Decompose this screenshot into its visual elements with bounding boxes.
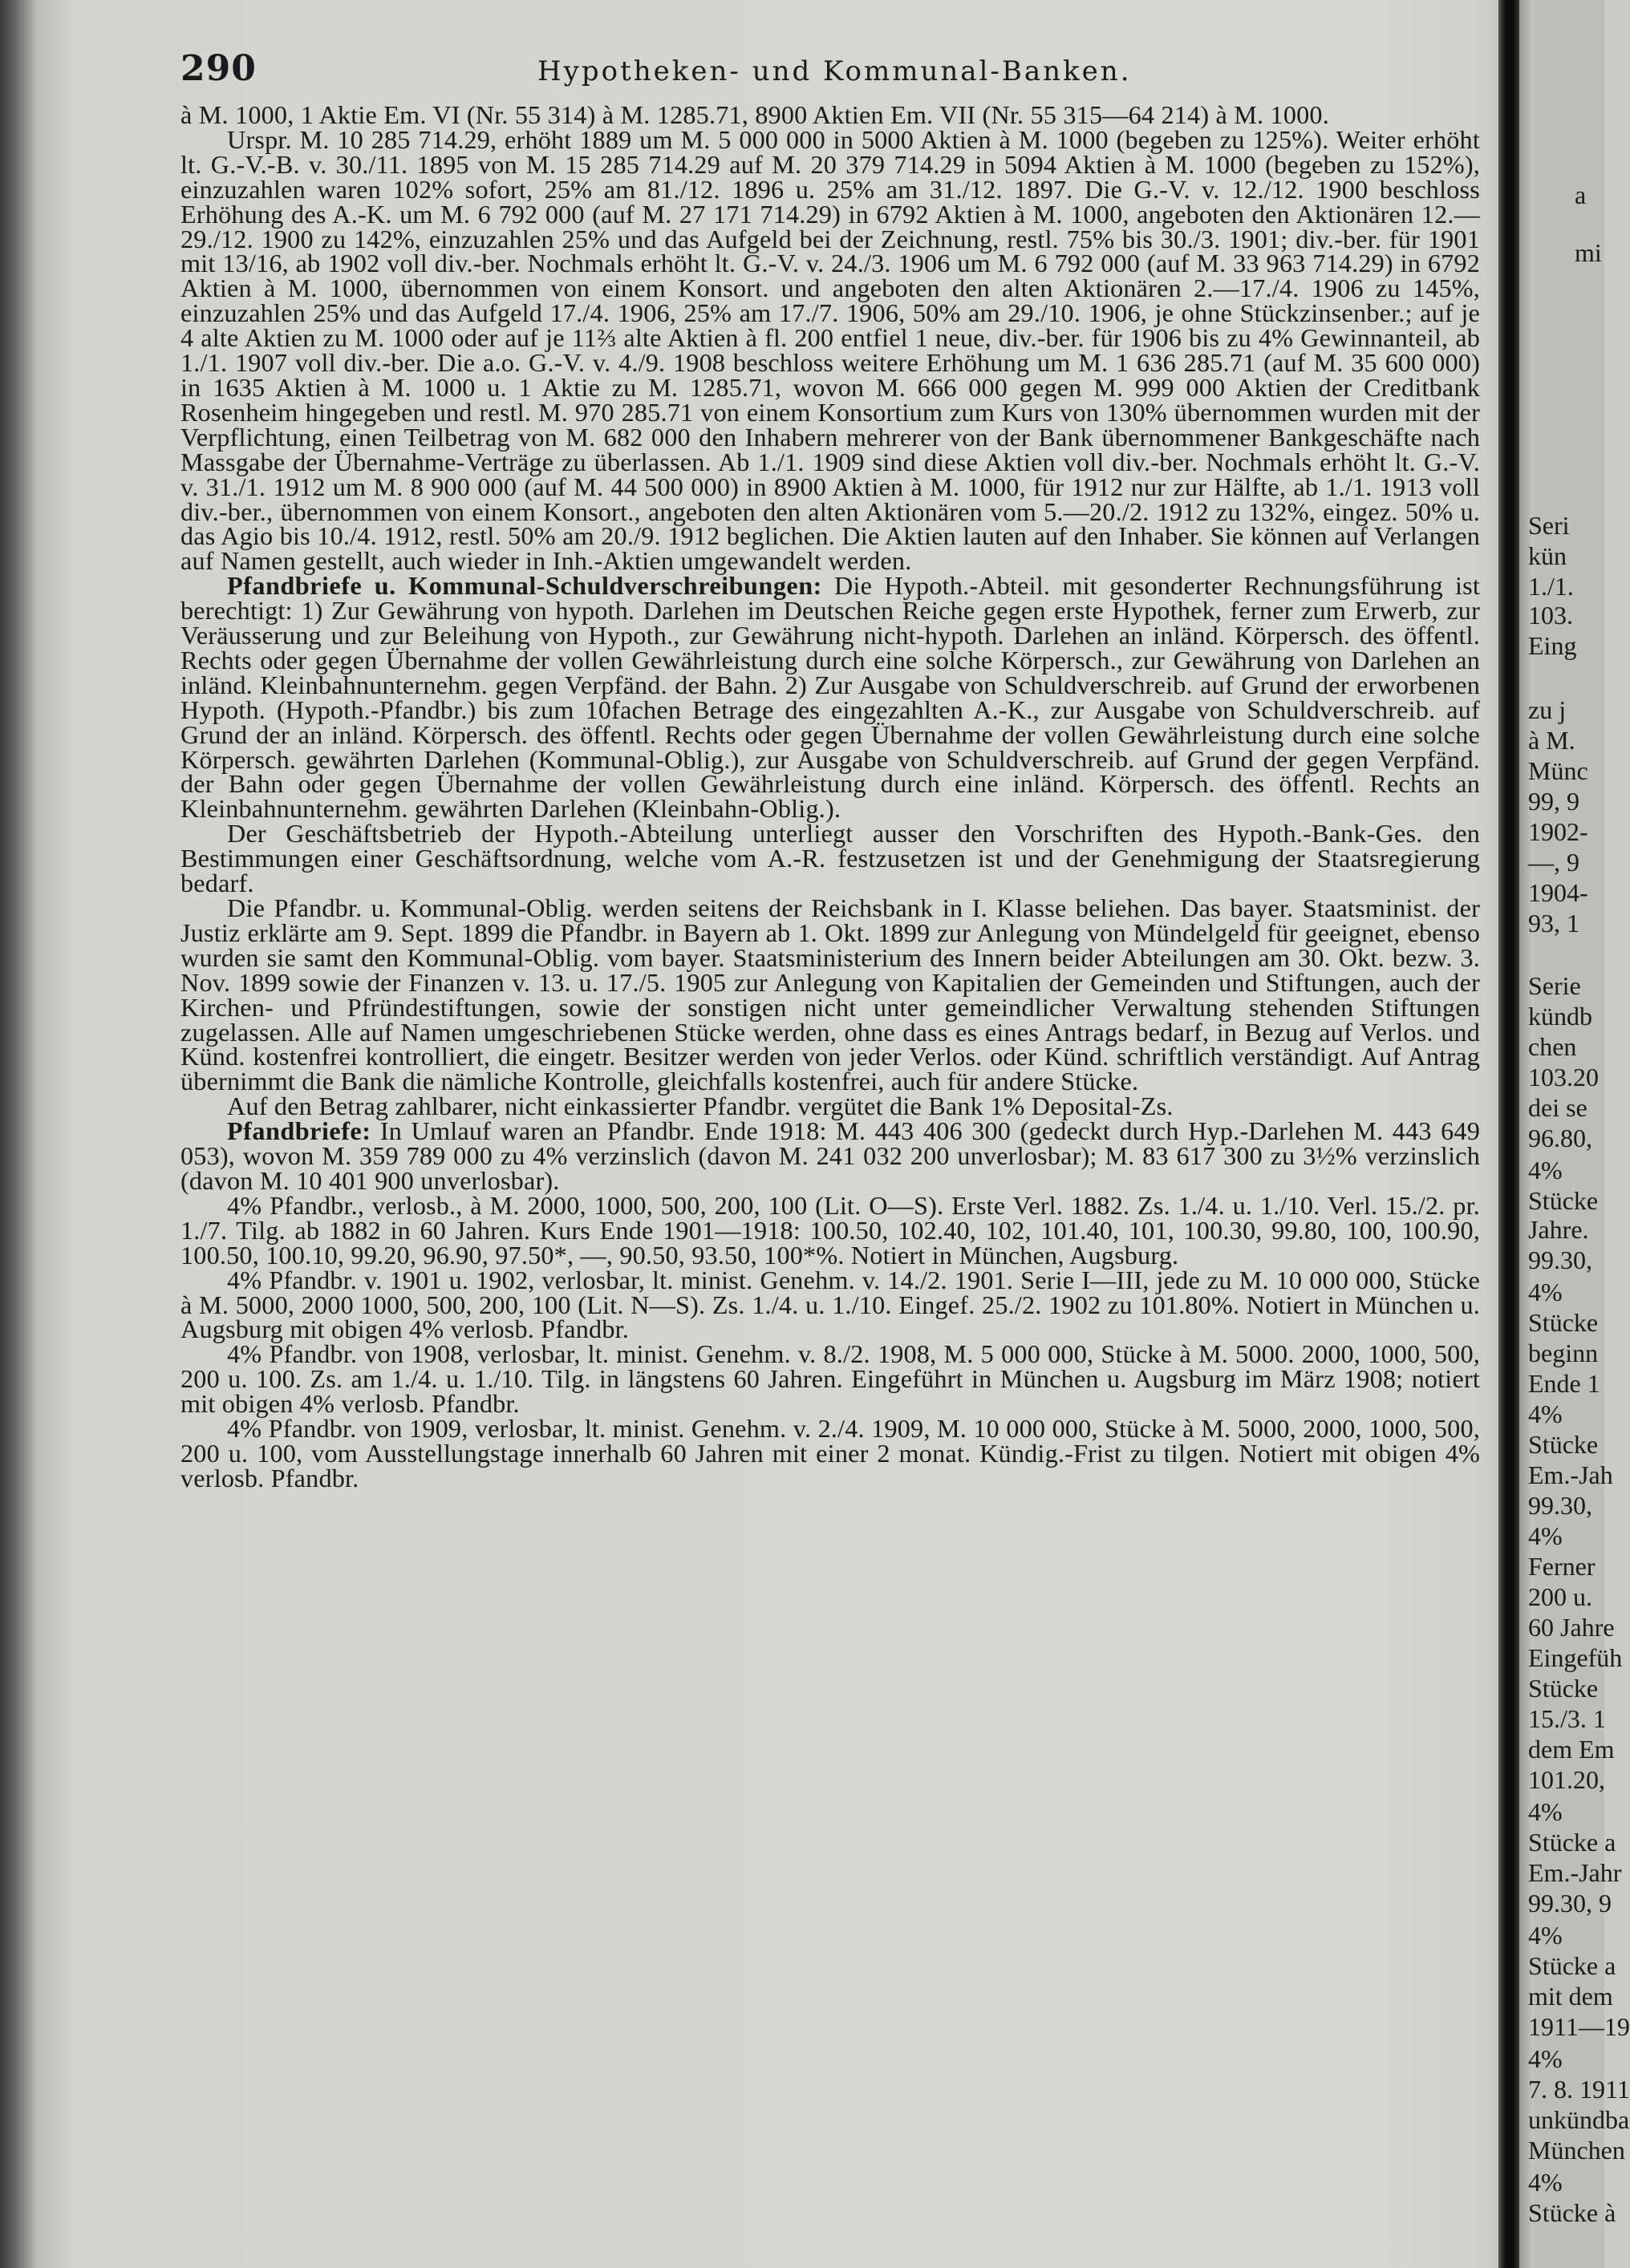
paragraph [180, 1091, 1480, 1121]
adjacent-page-fragment: à M. [1528, 726, 1575, 755]
adjacent-page-fragment: mit dem [1528, 1982, 1613, 2011]
adjacent-page-fragment: Stücke [1528, 1308, 1599, 1337]
adjacent-page-fragment: 4% [1528, 1399, 1563, 1428]
adjacent-page-fragment: 101.20, [1528, 1765, 1605, 1794]
paragraph-text: Die Pfandbr. u. Kommunal-Oblig. werden seitens der Reichsbank in I. Klasse beliehen. Das bayer. Staatsminist. der Justiz erklärte am 9. Sept. 1899 die Pfandbr. in Bayern ab 1. Okt. 1899 zur Anlegung von Mündelgeld für geeignet, ebenso wurden sie samt den Kommunal-Oblig. vom bayer. Staatsministerium des Innern beider Abteilungen am 30. Okt. bezw. 3. Nov. 1899 sowie der Finanzen v. 13. u. 17./5. 1905 zur Anlegung von Kapitalien der Gemeinden und Stiftungen, auch der Kirchen- und Pfründestiftungen, sowie der sonstigen nicht unter gemeindlicher Verwaltung stehenden Stiftungen zugelassen. Alle auf Namen umgeschriebenen Stücke werden, ohne dass es eines Antrags bedarf, in Bezug auf Verlos. und Künd. kostenfrei kontrolliert, die eingetr. Besitzer werden von jeder Verlos. oder Künd. schriftlich verständigt. Auf Antrag übernimmt die Bank die nämliche Kontrolle, gleichfalls kostenfrei, auch für andere Stücke. [180, 893, 1480, 1096]
adjacent-page-fragment: 4% [1528, 1156, 1563, 1185]
paragraph-text: Auf den Betrag zahlbarer, nicht einkassierter Pfandbr. vergütet die Bank 1% Deposital-Zs. [227, 1091, 1174, 1121]
paragraph [180, 100, 1480, 129]
adjacent-page-fragment: 1./1. [1528, 572, 1574, 601]
adjacent-page-fragment: 200 u. [1528, 1582, 1592, 1611]
adjacent-page-edge [1528, 0, 1630, 2268]
paragraph-text: Die Hypoth.-Abteil. mit gesonderter Rechnungsführung ist berechtigt: 1) Zur Gewährung von hypoth. Darlehen im Deutschen Reiche gegen erste Hypothek, ferner zum Erwerb, zur Veräusserung und zur Beleihung von Hypoth., zur Gewährung nicht-hypoth. Darlehen an inländ. Körpersch. des öffentl. Rechts oder gegen Übernahme der vollen Gewährleistung durch eine solche Körpersch., zur Gewährung von Darlehen an inländ. Kleinbahnunternehm. gegen Verpfänd. der Bahn. 2) Zur Ausgabe von Schuldverschreib. auf Grund der erworbenen Hypoth. (Hypoth.-Pfandbr.) bis zum 10fachen Betrage des eingezahlten A.-K., zur Ausgabe von Schuldverschreib. auf Grund der an inländ. Körpersch. des öffentl. Rechts oder gegen Übernahme der vollen Gewährleistung durch eine solche Körpersch. gewährten Darlehen (Kommunal-Oblig.), zur Ausgabe von Schuldverschreib. auf Grund der gegen Verpfänd. der Bahn oder gegen Übernahme der vollen Gewährleistung durch eine inländ. Körpersch. des öffentl. Rechts an Kleinbahnunternehm. gewährten Darlehen (Kleinbahn-Oblig.). [180, 571, 1480, 824]
adjacent-page-fragment: Stücke a [1528, 1828, 1616, 1857]
adjacent-page-fragment: 103.20 [1528, 1063, 1599, 1091]
adjacent-page-fragment: chen [1528, 1032, 1577, 1061]
adjacent-page-fragment: Stücke a [1528, 1951, 1616, 1980]
adjacent-page-fragment: München [1528, 2136, 1625, 2165]
adjacent-page-fragment: a [1575, 180, 1587, 209]
adjacent-page-fragment: —, 9 [1528, 848, 1579, 877]
paragraph [180, 124, 1480, 576]
paragraph-text: 4% Pfandbr. v. 1901 u. 1902, verlosbar, lt. minist. Genehm. v. 14./2. 1901. Serie I—III, jede zu M. 10 000 000, Stücke à M. 5000, 2000 1000, 500, 200, 100 (Lit. N—S). Zs. 1./4. u. 1./10. Eingef. 25./2. 1902 zu 101.80%. Notiert in München u. Augsburg mit obigen 4% verlosb. Pfandbr. [180, 1265, 1480, 1344]
adjacent-page-fragment: 4% [1528, 1921, 1563, 1950]
paragraph [180, 1416, 1480, 1491]
adjacent-page-fragment: Stücke [1528, 1674, 1599, 1703]
adjacent-page-fragment: 99, 9 [1528, 787, 1579, 816]
book-gutter [1498, 0, 1519, 2268]
paragraph [180, 1339, 1480, 1419]
paragraph-text: 4% Pfandbr., verlosb., à M. 2000, 1000, 500, 200, 100 (Lit. O—S). Erste Verl. 1882. Zs. 1./4. u. 1./10. Verl. 15./2. pr. 1./7. Tilg. ab 1882 in 60 Jahren. Kurs Ende 1901—1918: 100.50, 102.40, 102, 101.40, 101, 100.30, 99.80, 100, 100.90, 100.50, 100.10, 99.20, 96.90, 97.50*, —, 90.50, 93.50, 100*%. Notiert in München, Augsburg. [180, 1190, 1480, 1270]
adjacent-page-fragment: 7. 8. 1911 [1528, 2075, 1630, 2104]
adjacent-page-fragment: kün [1528, 541, 1567, 570]
page-number: 290 [180, 48, 257, 89]
page-left [180, 48, 1480, 1491]
paragraph [180, 893, 1480, 1096]
adjacent-page-fragment: dem Em [1528, 1735, 1615, 1764]
adjacent-page-fragment: 1911—19 [1528, 2012, 1630, 2041]
adjacent-page-fragment: 4% [1528, 2044, 1563, 2073]
adjacent-page-fragment: kündb [1528, 1002, 1592, 1031]
paragraph-lead: Pfandbriefe: [227, 1116, 371, 1146]
adjacent-page-fragment: 4% [1528, 2168, 1563, 2197]
paragraph-text: 4% Pfandbr. von 1908, verlosbar, lt. minist. Genehm. v. 8./2. 1908, M. 5 000 000, Stücke à M. 5000. 2000, 1000, 500, 200 u. 100. Zs. am 1./4. u. 1./10. Tilg. in längstens 60 Jahren. Eingeführt in München u. Augsburg im März 1908; notiert mit obigen 4% verlosb. Pfandbr. [180, 1339, 1480, 1419]
adjacent-page-fragment: 60 Jahre [1528, 1613, 1615, 1642]
paragraph-text: 4% Pfandbr. von 1909, verlosbar, lt. minist. Genehm. v. 2./4. 1909, M. 10 000 000, Stücke à M. 5000, 2000, 1000, 500, 200 u. 100, vom Ausstellungstage innerhalb 60 Jahren mit einer 2 monat. Kündig.-Frist zu tilgen. Notiert mit obigen 4% verlosb. Pfandbr. [180, 1414, 1480, 1492]
adjacent-page-fragment: Eingefüh [1528, 1643, 1623, 1672]
adjacent-page-fragment: Stücke à [1528, 2198, 1616, 2227]
adjacent-page-fragment: Stücke [1528, 1430, 1599, 1459]
paragraph-text: In Umlauf waren an Pfandbr. Ende 1918: M. 443 406 300 (gedeckt durch Hyp.-Darlehen M. 443 649 053), wovon M. 359 789 000 zu 4% verzinslich (davon M. 241 032 200 unverlosbar); M. 83 617 300 zu 3½% verzinslich (davon M. 10 401 900 unverlosbar). [180, 1116, 1480, 1195]
paragraph [180, 1265, 1480, 1344]
paragraph [180, 571, 1480, 824]
paragraph-text: Der Geschäftsbetrieb der Hypoth.-Abteilung unterliegt ausser den Vorschriften des Hypoth.-Bank-Ges. den Bestimmungen einer Geschäftsordnung, welche vom A.-R. festzusetzen ist und der Genehmigung der Staatsregierung bedarf. [180, 819, 1480, 898]
adjacent-page-fragment: Serie [1528, 971, 1581, 1000]
adjacent-page-fragment: Eing [1528, 631, 1577, 660]
adjacent-page-fragment: Münc [1528, 756, 1588, 785]
paragraph-lead: Pfandbriefe u. Kommunal-Schuldverschreibungen: [227, 571, 822, 601]
adjacent-page-fragment: 99.30, [1528, 1245, 1592, 1274]
adjacent-page-fragment: 4% [1528, 1521, 1563, 1550]
adjacent-page-fragment: beginn [1528, 1339, 1599, 1367]
adjacent-page-fragment: Ende 1 [1528, 1369, 1600, 1398]
adjacent-page-fragment: mi [1575, 238, 1602, 267]
adjacent-page-fragment: dei se [1528, 1093, 1587, 1122]
paragraph-text: Urspr. M. 10 285 714.29, erhöht 1889 um M. 5 000 000 in 5000 Aktien à M. 1000 (begeben zu 125%). Weiter erhöht lt. G.-V.-B. v. 30./11. 1895 von M. 15 285 714.29 auf M. 20 379 714.29 in 5094 Aktien à M. 1000 (begeben zu 152%), einzuzahlen waren 102% sofort, 25% am 81./12. 1896 u. 25% am 31./12. 1897. Die G.-V. v. 12./12. 1900 beschloss Erhöhung des A.-K. um M. 6 792 000 (auf M. 27 171 714.29) in 6792 Aktien à M. 1000, angeboten den Aktionären 12.—29./12. 1900 zu 142%, einzuzahlen 25% und das Aufgeld bei der Zeichnung, restl. 75% bis 30./3. 1901; div.-ber. für 1901 mit 13/16, ab 1902 voll div.-ber. Nochmals erhöht lt. G.-V. v. 24./3. 1906 um M. 6 792 000 (auf M. 33 963 714.29) in 6792 Aktien à M. 1000, übernommen von einem Konsort. und angeboten den alten Aktionären 2.—17./4. 1906 zu 145%, einzuzahlen 25% und das Aufgeld 17./4. 1906, 25% am 17./7. 1906, 50% am 29./10. 1906, je ohne Stückzinsenber.; auf je 4 alte Aktien zu M. 1000 oder auf je 11⅔ alte Aktien à fl. 200 entfiel 1 neue, div.-ber. für 1906 bis zu 4% Gewinnanteil, ab 1./1. 1907 voll div.-ber. Die a.o. G.-V. v. 4./9. 1908 beschloss weitere Erhöhung um M. 1 636 285.71 (auf M. 35 600 000) in 1635 Aktien à M. 1000 u. 1 Aktie zu M. 1285.71, wovon M. 666 000 gegen M. 999 000 Aktien der Creditbank Rosenheim hingegeben und restl. M. 970 285.71 von einem Konsortium zum Kurs von 130% übernommen wurden mit der Verpflichtung, einen Teilbetrag von M. 682 000 den Inhabern mehrerer von der Bank übernommener Bankgeschäfte nach Massgabe der Übernahme-Verträge zu überlassen. Ab 1./1. 1909 sind diese Aktien voll div.-ber. Nochmals erhöht lt. G.-V. v. 31./1. 1912 um M. 8 900 000 (auf M. 44 500 000) in 8900 Aktien à M. 1000, für 1912 nur zur Hälfte, ab 1./1. 1913 voll div.-ber., übernommen von einem Konsort., angeboten den alten Aktionären vom 5.—20./2. 1912 zu 132%, eingez. 50% u. das Agio bis 10./4. 1912, restl. 50% am 20./9. 1912 beglichen. Die Aktien lauten auf den Inhaber. Sie können auf Verlangen auf Namen gestellt, auch wieder in Inh.-Aktien umgewandelt werden. [180, 124, 1480, 576]
adjacent-page-fragment: unkündba [1528, 2105, 1630, 2134]
adjacent-page-fragment: 99.30, [1528, 1491, 1592, 1520]
body-text [180, 100, 1480, 1492]
paragraph-text: à M. 1000, 1 Aktie Em. VI (Nr. 55 314) à M. 1285.71, 8900 Aktien Em. VII (Nr. 55 315—64 214) à M. 1000. [180, 100, 1329, 129]
adjacent-page-fragment: 15./3. 1 [1528, 1704, 1606, 1733]
adjacent-page-fragment: Stücke [1528, 1186, 1599, 1215]
paragraph [180, 821, 1480, 896]
adjacent-page-fragment: 1902- [1528, 817, 1588, 846]
adjacent-page-fragment: Ferner [1528, 1552, 1596, 1581]
adjacent-page-fragment: zu j [1528, 695, 1567, 724]
adjacent-page-fragment: 4% [1528, 1797, 1563, 1826]
adjacent-page-fragment: 103. [1528, 601, 1573, 630]
adjacent-page-fragment: 96.80, [1528, 1124, 1592, 1152]
paragraph [180, 1190, 1480, 1270]
paragraph [180, 1116, 1480, 1195]
adjacent-page-fragment: Em.-Jahr [1528, 1858, 1622, 1887]
adjacent-page-fragment: Seri [1528, 511, 1570, 540]
adjacent-page-fragment: 1904- [1528, 878, 1588, 907]
page-header [180, 48, 1480, 96]
adjacent-page-fragment: 99.30, 9 [1528, 1889, 1612, 1918]
running-title: Hypotheken- und Kommunal-Banken. [537, 55, 1132, 87]
adjacent-page-fragment: 93, 1 [1528, 909, 1579, 938]
adjacent-page-fragment: Em.-Jah [1528, 1460, 1613, 1489]
adjacent-page-fragment: 4% [1528, 1278, 1563, 1306]
adjacent-page-fragment: Jahre. [1528, 1215, 1589, 1244]
